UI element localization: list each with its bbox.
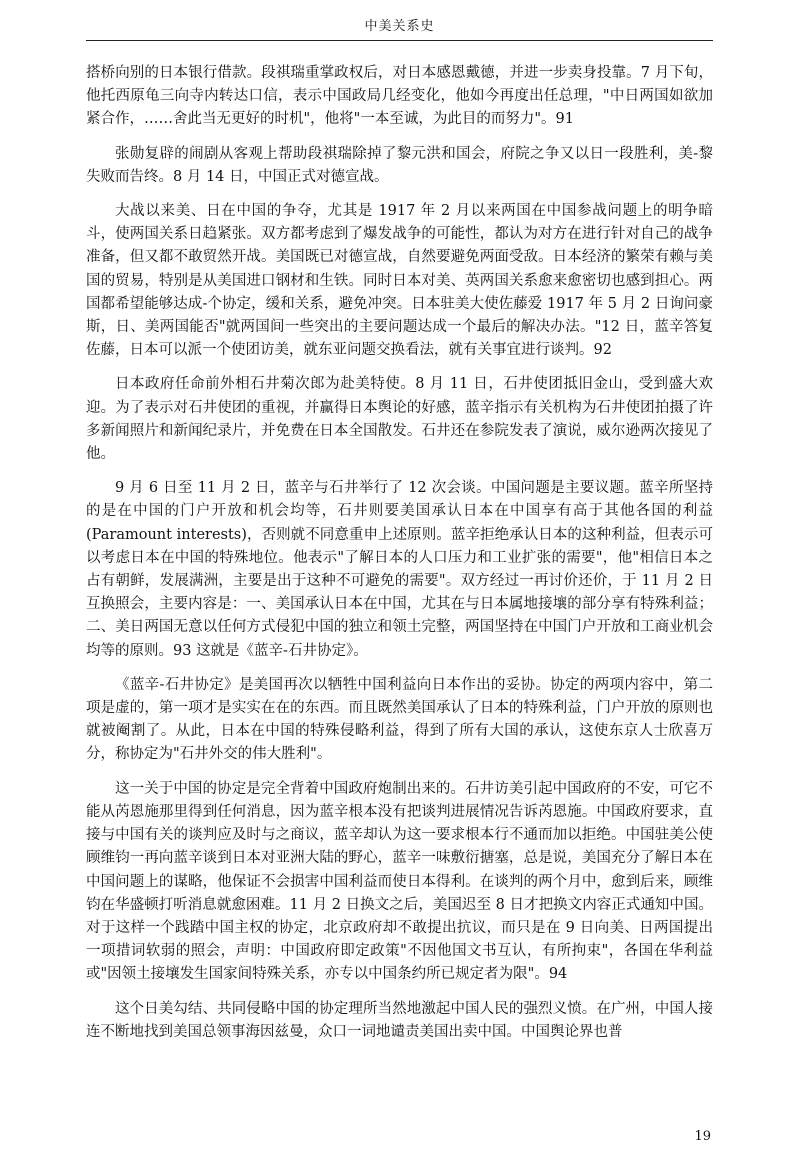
paragraph-5: 9 月 6 日至 11 月 2 日，蓝辛与石井举行了 12 次会谈。中国问题是主要议题。蓝辛所坚持的是在中国的门户开放和机会均等，石井则要美国承认日本在中国享有高于其他各国的利益(Paramount interests)，否则就不同意重申上述原则。蓝辛拒绝承认日本的这种利益，但表示可以考虑日本在中国的特殊地位。他表示"了解日本的人口压力和工业扩张的需要"，他"相信日本之占有朝鲜，发展满洲，主要是出于这种不可避免的需要"。双方经过一再讨价还价，于 11 月 2 日互换照会，主要内容是：一、美国承认日本在中国，尤其在与日本属地接壤的部分享有特殊利益；二、美日两国无意以任何方式侵犯中国的独立和领土完整，两国坚持在中国门户开放和工商业机会均等的原则。93 这就是《蓝辛-石井协定》。 xyxy=(86,480,713,659)
page-body xyxy=(86,62,713,1055)
paragraph-8: 这个日美勾结、共同侵略中国的协定理所当然地激起中国人民的强烈义愤。在广州，中国人接连不断地找到美国总领事海因兹曼，众口一词地谴责美国出卖中国。中国舆论界也普 xyxy=(86,1000,713,1040)
paragraph-6: 《蓝辛-石井协定》是美国再次以牺牲中国利益向日本作出的妥协。协定的两项内容中，第二项是虚的，第一项才是实实在在的东西。而且既然美国承认了日本的特殊利益，门户开放的原则也就被阉割了。从此，日本在中国的特殊侵略利益，得到了所有大国的承认，这使东京人士欣喜万分，称协定为"石井外交的伟大胜利"。 xyxy=(86,676,713,763)
book-title: 中美关系史 xyxy=(364,19,435,34)
paragraph-1: 搭桥向别的日本银行借款。段祺瑞重掌政权后，对日本感恩戴德，并进一步卖身投靠。7 月下旬，他托西原龟三向寺内转达口信，表示中国政局几经变化，他如今再度出任总理，"中日两国如欲加紧合作，……舍此当无更好的时机"，他将"一本至诚，为此目的而努力"。91 xyxy=(86,65,713,128)
page-number: 19 xyxy=(694,1129,711,1144)
running-header xyxy=(86,16,713,41)
paragraph-4: 日本政府任命前外相石井菊次郎为赴美特使。8 月 11 日，石井使团抵旧金山，受到盛大欢迎。为了表示对石井使团的重视，并赢得日本舆论的好感，蓝辛指示有关机构为石井使团拍摄了许多新闻照片和新闻纪录片，并免费在日本全国散发。石井还在参院发表了演说，威尔逊两次接见了他。 xyxy=(86,376,713,463)
paragraph-2: 张勋复辟的闹剧从客观上帮助段祺瑞除掉了黎元洪和国会，府院之争又以日一段胜利，美-黎失败而告终。8 月 14 日，中国正式对德宣战。 xyxy=(86,145,713,185)
paragraph-3: 大战以来美、日在中国的争夺，尤其是 1917 年 2 月以来两国在中国参战问题上的明争暗斗，使两国关系日趋紧张。双方都考虑到了爆发战争的可能性，都认为对方在进行针对自己的战争准备，但又都不敢贸然开战。美国既已对德宣战，自然要避免两面受敌。日本经济的繁荣有赖与美国的贸易，特别是从美国进口钢材和生铁。同时日本对美、英两国关系愈来愈密切也感到担心。两国都希望能够达成-个协定，缓和关系，避免冲突。日本驻美大使佐藤爱 1917 年 5 月 2 日询问豪斯，日、美两国能否"就两国间一些突出的主要问题达成一个最后的解决办法。"12 日，蓝辛答复佐藤，日本可以派一个使团访美，就东亚问题交换看法，就有关事宜进行谈判。92 xyxy=(86,203,713,359)
paragraph-7: 这一关于中国的协定是完全背着中国政府炮制出来的。石井访美引起中国政府的不安，可它不能从芮恩施那里得到任何消息，因为蓝辛根本没有把谈判进展情况告诉芮恩施。中国政府要求，直接与中国有关的谈判应及时与之商议，蓝辛却认为这一要求根本行不通而加以拒绝。中国驻美公使顾维钧一再向蓝辛谈到日本对亚洲大陆的野心，蓝辛一味敷衍搪塞，总是说，美国充分了解日本在中国问题上的谋略，他保证不会损害中国利益而使日本得利。在谈判的两个月中，愈到后来，顾维钧在华盛顿打听消息就愈困难。11 月 2 日换文之后，美国迟至 8 日才把换文内容正式通知中国。对于这样一个践踏中国主权的协定，北京政府却不敢提出抗议，而只是在 9 日向美、日两国提出一项措词软弱的照会，声明：中国政府即定政策"不因他国文书互认，有所拘束"，各国在华利益或"因领土接壤发生国家间特殊关系，亦专以中国条约所已规定者为限"。94 xyxy=(86,780,713,983)
